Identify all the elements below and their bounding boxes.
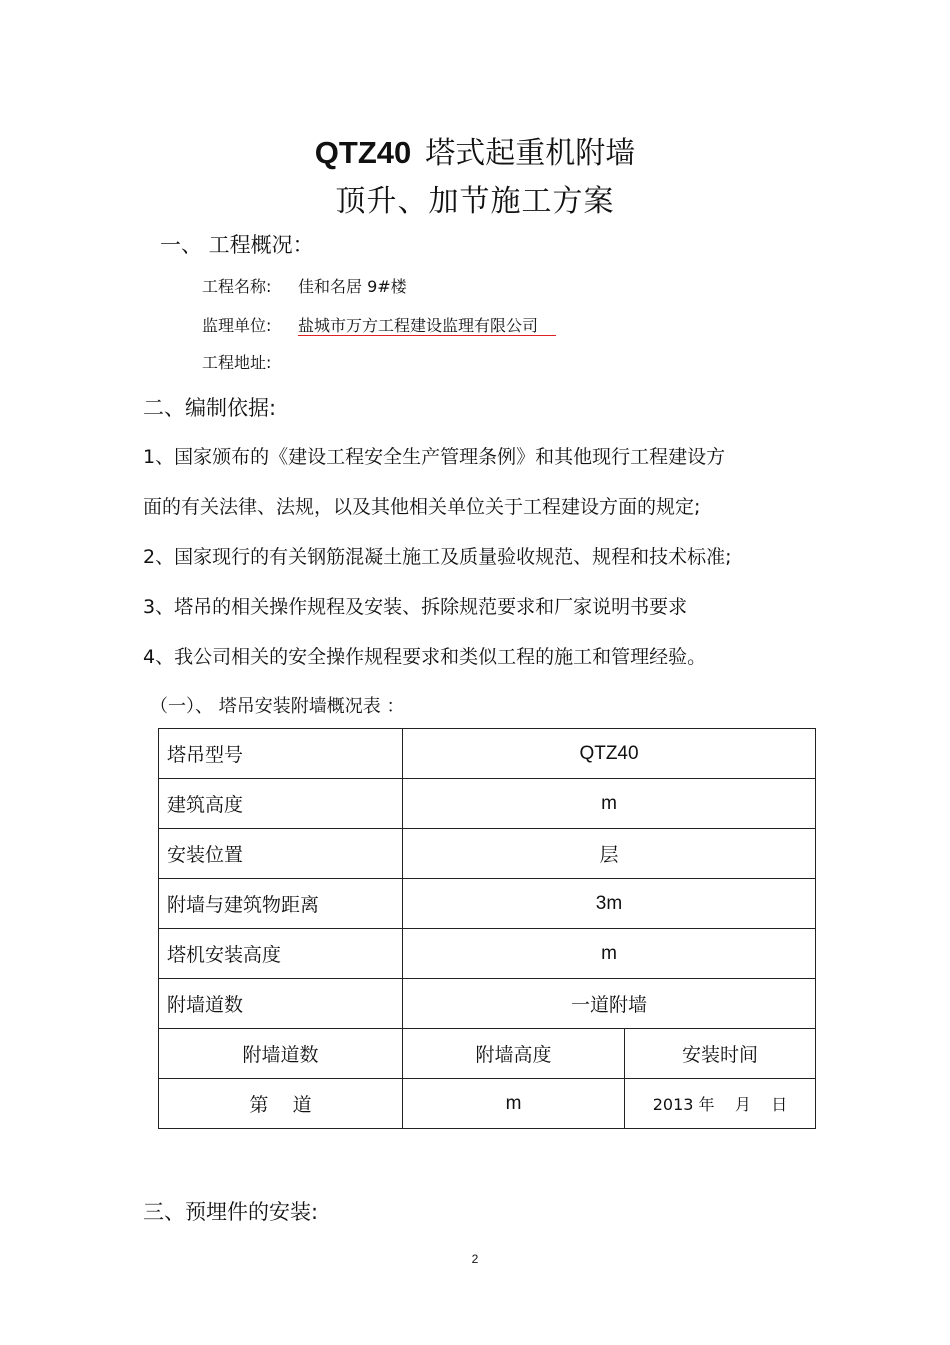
info-project-name	[202, 274, 407, 297]
basis-line: 面的有关法律、法规，以及其他相关单位关于工程建设方面的规定;	[143, 496, 701, 518]
basis-line: 4、我公司相关的安全操作规程要求和类似工程的施工和管理经验。	[143, 646, 707, 668]
row-label: 安装位置	[159, 829, 403, 879]
subheader-cell: 附墙高度	[403, 1029, 625, 1079]
table-subheader-row	[159, 1029, 816, 1079]
info-key: 监理单位:	[202, 316, 272, 335]
table-row	[159, 779, 816, 829]
page-number: 2	[471, 1252, 479, 1266]
basis-line: 2、国家现行的有关钢筋混凝土施工及质量验收规范、规程和技术标准;	[143, 546, 732, 568]
table-row	[159, 1079, 816, 1129]
info-value: 盐城市万方工程建设监理有限公司	[298, 316, 556, 336]
table-row	[159, 729, 816, 779]
row-label: 附墙与建筑物距离	[159, 879, 403, 929]
table-row	[159, 979, 816, 1029]
install-date-cell: 2013 年 月 日	[625, 1079, 816, 1129]
row-label: 附墙道数	[159, 979, 403, 1029]
title-line1-text: 塔式起重机附墙	[425, 136, 636, 171]
document-title-line1	[0, 128, 950, 172]
section3-heading: 三、预埋件的安装:	[143, 1200, 319, 1224]
section1-heading: 一、 工程概况：	[160, 233, 314, 257]
row-value: 3m	[403, 879, 816, 929]
info-address	[202, 350, 298, 373]
row-value: m	[403, 929, 816, 979]
table-row	[159, 829, 816, 879]
info-supervisor	[202, 313, 556, 336]
basis-line: 1、国家颁布的《建设工程安全生产管理条例》和其他现行工程建设方	[143, 446, 726, 468]
subheader-cell: 安装时间	[625, 1029, 816, 1079]
info-key: 工程名称:	[202, 277, 272, 296]
section2-heading: 二、编制依据:	[143, 396, 277, 420]
attach-order-cell: 第 道	[159, 1079, 403, 1129]
row-label: 塔机安装高度	[159, 929, 403, 979]
subheader-cell: 附墙道数	[159, 1029, 403, 1079]
row-value: m	[403, 779, 816, 829]
info-value: 佳和名居 9#楼	[298, 277, 407, 296]
table-row	[159, 879, 816, 929]
document-title-line2: 顶升、加节施工方案	[335, 184, 615, 219]
table-row	[159, 929, 816, 979]
info-key: 工程地址:	[202, 353, 272, 372]
row-value: QTZ40	[403, 729, 816, 779]
title-model-code: QTZ40	[314, 135, 412, 170]
tower-crane-table	[158, 728, 816, 1129]
row-label: 塔吊型号	[159, 729, 403, 779]
table-caption: （一）、 塔吊安装附墙概况表 ：	[150, 696, 405, 717]
row-value: 一道附墙	[403, 979, 816, 1029]
basis-line: 3、塔吊的相关操作规程及安装、拆除规范要求和厂家说明书要求	[143, 596, 688, 618]
attach-height-cell: m	[403, 1079, 625, 1129]
row-value: 层	[403, 829, 816, 879]
row-label: 建筑高度	[159, 779, 403, 829]
